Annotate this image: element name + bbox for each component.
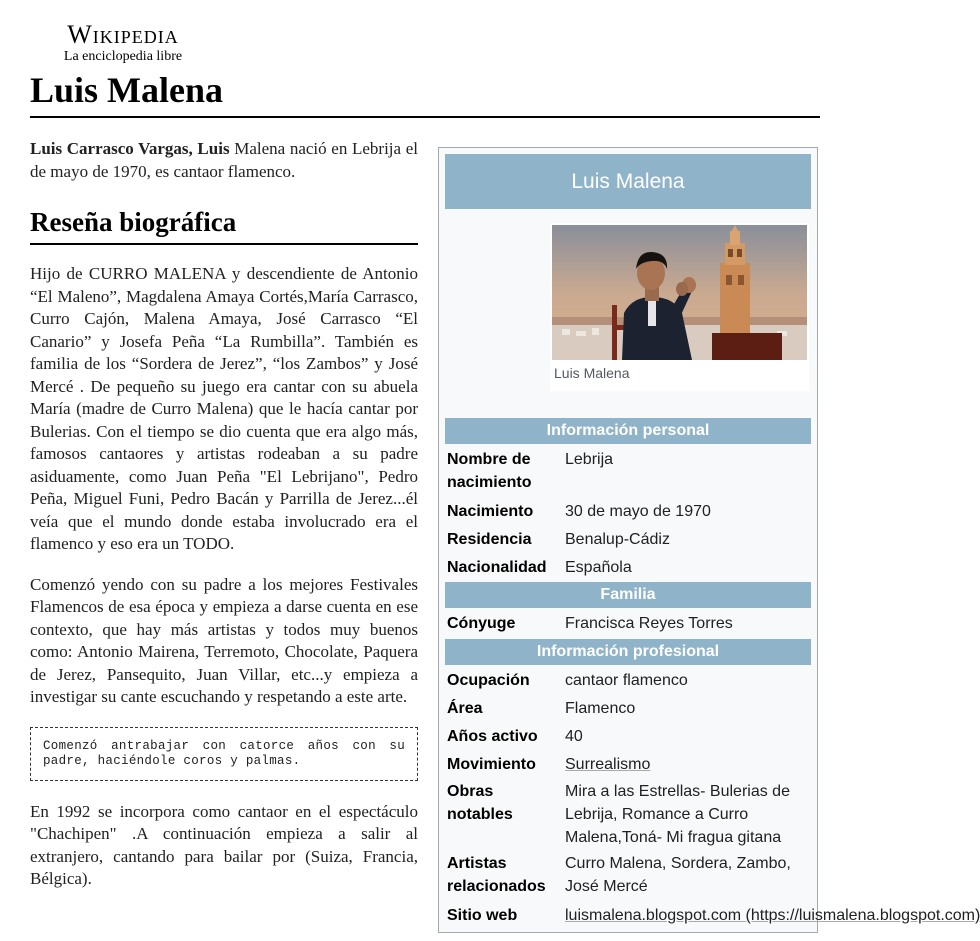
portrait-photo[interactable] [552,225,807,360]
value-related-artists: Curro Malena, Sordera, Zambo, José Mercé [565,855,791,895]
label-residence: Residencia [447,531,532,548]
intro-paragraph [30,138,418,183]
section-heading: Reseña biográfica [30,205,418,245]
title-divider [30,116,820,118]
label-related-artists: Artistas relacionados [447,855,546,895]
article-body [30,138,418,909]
label-occupation: Ocupación [447,672,530,689]
value-nationality: Española [565,559,632,576]
label-nationality: Nacionalidad [447,559,547,576]
movement-link[interactable]: Surrealismo [565,756,651,773]
biography-paragraph-3: En 1992 se incorpora como cantaor en el espectáculo "Chachipen" .A continuación empieza a salir al extranjero, cantando para bailar por (Suiza, Francia, Bélgica). [30,801,418,888]
wikipedia-wordmark: Wikipedia [67,20,179,49]
wikipedia-tagline: La enciclopedia libre [63,49,183,64]
infobox [438,147,980,933]
wikipedia-logo[interactable] [52,20,194,64]
page-title: Luis Malena [30,70,224,110]
infobox-image-frame [550,223,809,391]
infobox-title: Luis Malena [445,154,811,209]
biography-paragraph-1: Hijo de CURRO MALENA y descendiente de Antonio “El Maleno”, Magdalena Amaya Cortés,María Carrasco, Curro Cajón, Malena Amaya, José Carrasco “El Canario” y Josefa Peña “La Rumbilla”. También es familia de los “Sordera de Jerez”, “los Zambos” y José Mercé . De pequeño su juego era cantar con su abuela María (madre de Curro Malena) que le hacía cantar por Bulerias. Con el tiempo se dio cuenta que era algo más, famosos cantaores y artistas rodeaban a su padre asiduamente, como Juan Peña "El Lebrijano", Pedro Peña, Miguel Funi, Pedro Bacán y Parrilla de Jerez...él veía que el mundo donde estaba involucrado era el flamenco y eso era un TODO. [30,264,418,553]
value-birth: 30 de mayo de 1970 [565,503,711,520]
value-years-active: 40 [565,728,583,745]
label-website: Sitio web [447,907,518,924]
value-residence: Benalup-Cádiz [565,531,670,548]
section-header-personal: Información personal [445,418,811,444]
label-area: Área [447,700,483,717]
label-birth: Nacimiento [447,503,534,520]
website-link[interactable]: luismalena.blogspot.com (https://luismalena.blogspot.com) [565,907,980,924]
label-birth-name: Nombre de nacimiento [447,451,532,491]
value-notable-works: Mira a las Estrellas- Bulerias de Lebrija, Romance a Curro Malena,Toná- Mi fragua gitana [565,783,790,846]
section-header-professional: Información profesional [445,639,811,665]
label-notable-works: Obras notables [447,783,513,823]
label-spouse: Cónyuge [447,615,516,632]
biography-paragraph-2: Comenzó yendo con su padre a los mejores Festivales Flamencos de esa época y empieza a darse cuenta en ese contexto, que hay más artistas y todos muy buenos como: Antonio Mairena, Terremoto, Chocolate, Paquera de Jerez, Pansequito, Juan Villar, etc...y empieza a investigar su cante escuchando y respetando a este arte. [30,574,418,706]
image-caption: Luis Malena [554,365,630,381]
intro-text: Malena nació en Lebrija el de mayo de 1970, es cantaor flamenco. [30,139,418,181]
quote-block: Comenzó antrabajar con catorce años con su padre, haciéndole coros y palmas. [30,727,418,781]
section-header-family: Familia [445,582,811,608]
intro-bold-name: Luis Carrasco Vargas, Luis [30,139,230,158]
value-spouse: Francisca Reyes Torres [565,615,733,632]
label-movement: Movimiento [447,756,536,773]
label-years-active: Años activo [447,728,538,745]
value-area: Flamenco [565,700,636,717]
value-birth-name: Lebrija [565,451,614,468]
value-occupation: cantaor flamenco [565,672,688,689]
